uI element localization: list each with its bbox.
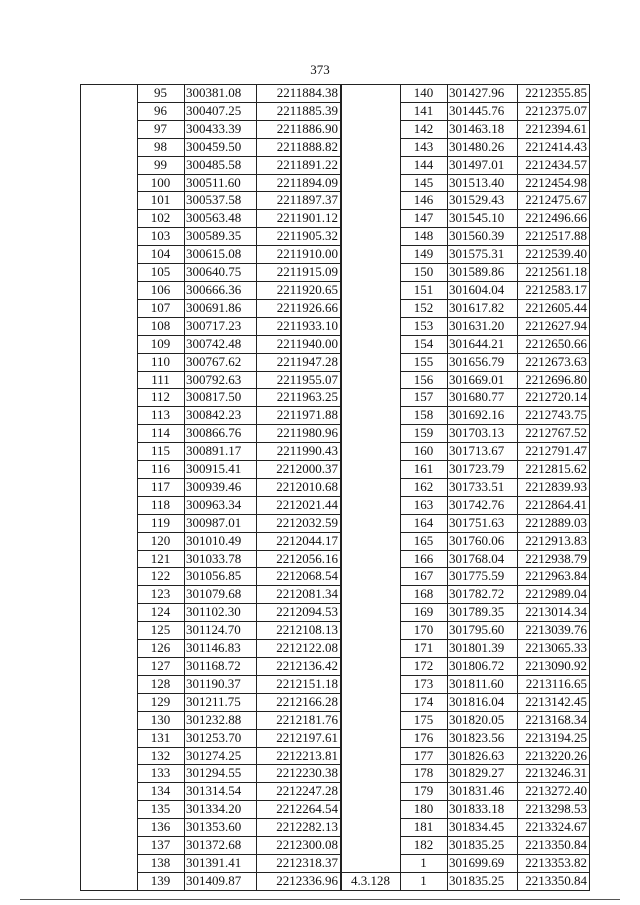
point-number: 99: [138, 156, 185, 174]
y-coordinate: 2212081.34: [257, 586, 341, 604]
y-coordinate: 2212864.41: [518, 496, 590, 514]
x-coordinate: 301353.60: [185, 819, 257, 837]
x-coordinate: 301820.05: [448, 711, 518, 729]
y-coordinate: 2211885.39: [257, 102, 341, 120]
x-coordinate: 301314.54: [185, 783, 257, 801]
point-number: 163: [401, 496, 448, 514]
y-coordinate: 2211905.32: [257, 228, 341, 246]
y-coordinate: 2212627.94: [518, 317, 590, 335]
y-coordinate: 2211940.00: [257, 335, 341, 353]
point-number: 117: [138, 478, 185, 496]
point-number: 169: [401, 604, 448, 622]
point-number: 115: [138, 443, 185, 461]
y-coordinate: 2212767.52: [518, 425, 590, 443]
y-coordinate: 2212815.62: [518, 461, 590, 479]
point-number: 97: [138, 120, 185, 138]
y-coordinate: 2212475.67: [518, 192, 590, 210]
point-number: 112: [138, 389, 185, 407]
point-number: 149: [401, 246, 448, 264]
x-coordinate: 301274.25: [185, 747, 257, 765]
y-coordinate: 2213353.82: [518, 854, 590, 872]
y-coordinate: 2212000.37: [257, 461, 341, 479]
x-coordinate: 301334.20: [185, 801, 257, 819]
y-coordinate: 2212938.79: [518, 550, 590, 568]
x-coordinate: 301079.68: [185, 586, 257, 604]
x-coordinate: 300563.48: [185, 210, 257, 228]
point-number: 129: [138, 693, 185, 711]
x-coordinate: 301751.63: [448, 514, 518, 532]
point-number: 137: [138, 837, 185, 855]
bottom-rule: [20, 899, 620, 900]
point-number: 108: [138, 317, 185, 335]
y-coordinate: 2213142.45: [518, 693, 590, 711]
point-number: 139: [138, 872, 185, 890]
x-coordinate: 301733.51: [448, 478, 518, 496]
point-number: 159: [401, 425, 448, 443]
point-number: 96: [138, 102, 185, 120]
point-number: 107: [138, 299, 185, 317]
point-number: 127: [138, 658, 185, 676]
point-number: 165: [401, 532, 448, 550]
point-number: 116: [138, 461, 185, 479]
y-coordinate: 2212539.40: [518, 246, 590, 264]
x-coordinate: 301427.96: [448, 85, 518, 103]
point-number: 121: [138, 550, 185, 568]
point-number: 109: [138, 335, 185, 353]
x-coordinate: 301811.60: [448, 675, 518, 693]
x-coordinate: 301833.18: [448, 801, 518, 819]
y-coordinate: 2212010.68: [257, 478, 341, 496]
y-coordinate: 2211920.65: [257, 281, 341, 299]
y-coordinate: 2212021.44: [257, 496, 341, 514]
point-number: 177: [401, 747, 448, 765]
section-label-cell: [342, 85, 401, 873]
y-coordinate: 2212181.76: [257, 711, 341, 729]
point-number: 171: [401, 640, 448, 658]
x-coordinate: 301513.40: [448, 174, 518, 192]
x-coordinate: 301816.04: [448, 693, 518, 711]
x-coordinate: 301409.87: [185, 872, 257, 890]
point-number: 154: [401, 335, 448, 353]
x-coordinate: 301826.63: [448, 747, 518, 765]
y-coordinate: 2212720.14: [518, 389, 590, 407]
y-coordinate: 2211947.28: [257, 353, 341, 371]
y-coordinate: 2213014.34: [518, 604, 590, 622]
y-coordinate: 2213168.34: [518, 711, 590, 729]
y-coordinate: 2212605.44: [518, 299, 590, 317]
x-coordinate: 301497.01: [448, 156, 518, 174]
x-coordinate: 300381.08: [185, 85, 257, 103]
point-number: 133: [138, 765, 185, 783]
y-coordinate: 2213194.25: [518, 729, 590, 747]
x-coordinate: 301190.37: [185, 675, 257, 693]
point-number: 123: [138, 586, 185, 604]
y-coordinate: 2211955.07: [257, 371, 341, 389]
y-coordinate: 2211901.12: [257, 210, 341, 228]
x-coordinate: 301168.72: [185, 658, 257, 676]
y-coordinate: 2212032.59: [257, 514, 341, 532]
y-coordinate: 2212650.66: [518, 335, 590, 353]
y-coordinate: 2212355.85: [518, 85, 590, 103]
point-number: 131: [138, 729, 185, 747]
point-number: 110: [138, 353, 185, 371]
y-coordinate: 2213350.84: [518, 872, 590, 890]
x-coordinate: 301760.06: [448, 532, 518, 550]
point-number: 170: [401, 622, 448, 640]
x-coordinate: 300891.17: [185, 443, 257, 461]
y-coordinate: 2212094.53: [257, 604, 341, 622]
y-coordinate: 2212044.17: [257, 532, 341, 550]
point-number: 167: [401, 568, 448, 586]
point-number: 136: [138, 819, 185, 837]
point-number: 125: [138, 622, 185, 640]
x-coordinate: 301294.55: [185, 765, 257, 783]
x-coordinate: 300666.36: [185, 281, 257, 299]
point-number: 143: [401, 138, 448, 156]
point-number: 180: [401, 801, 448, 819]
point-number: 141: [401, 102, 448, 120]
x-coordinate: 301713.67: [448, 443, 518, 461]
point-number: 140: [401, 85, 448, 103]
y-coordinate: 2212197.61: [257, 729, 341, 747]
x-coordinate: 301232.88: [185, 711, 257, 729]
x-coordinate: 300987.01: [185, 514, 257, 532]
point-number: 162: [401, 478, 448, 496]
y-coordinate: 2212791.47: [518, 443, 590, 461]
x-coordinate: 301656.79: [448, 353, 518, 371]
y-coordinate: 2212414.43: [518, 138, 590, 156]
x-coordinate: 301604.04: [448, 281, 518, 299]
y-coordinate: 2213298.53: [518, 801, 590, 819]
x-coordinate: 301680.77: [448, 389, 518, 407]
point-number: 160: [401, 443, 448, 461]
x-coordinate: 300842.23: [185, 407, 257, 425]
x-coordinate: 301617.82: [448, 299, 518, 317]
y-coordinate: 2211894.09: [257, 174, 341, 192]
x-coordinate: 301795.60: [448, 622, 518, 640]
point-number: 113: [138, 407, 185, 425]
point-number: 95: [138, 85, 185, 103]
point-number: 164: [401, 514, 448, 532]
point-number: 100: [138, 174, 185, 192]
x-coordinate: 300817.50: [185, 389, 257, 407]
point-number: 104: [138, 246, 185, 264]
x-coordinate: 301699.69: [448, 854, 518, 872]
point-number: 101: [138, 192, 185, 210]
x-coordinate: 300742.48: [185, 335, 257, 353]
y-coordinate: 2212213.81: [257, 747, 341, 765]
y-coordinate: 2212375.07: [518, 102, 590, 120]
y-coordinate: 2213039.76: [518, 622, 590, 640]
point-number: 144: [401, 156, 448, 174]
point-number: 106: [138, 281, 185, 299]
y-coordinate: 2212336.96: [257, 872, 341, 890]
x-coordinate: 300717.23: [185, 317, 257, 335]
x-coordinate: 300939.46: [185, 478, 257, 496]
y-coordinate: 2212300.08: [257, 837, 341, 855]
point-number: 178: [401, 765, 448, 783]
y-coordinate: 2212517.88: [518, 228, 590, 246]
x-coordinate: 300485.58: [185, 156, 257, 174]
point-number: 111: [138, 371, 185, 389]
y-coordinate: 2212434.57: [518, 156, 590, 174]
x-coordinate: 301372.68: [185, 837, 257, 855]
y-coordinate: 2212496.66: [518, 210, 590, 228]
point-number: 155: [401, 353, 448, 371]
y-coordinate: 2212839.93: [518, 478, 590, 496]
table-row: [342, 872, 590, 890]
x-coordinate: 300963.34: [185, 496, 257, 514]
point-number: 1: [401, 872, 448, 890]
section-label-cell: [81, 85, 138, 891]
y-coordinate: 2212318.37: [257, 854, 341, 872]
x-coordinate: 301835.25: [448, 837, 518, 855]
y-coordinate: 2212264.54: [257, 801, 341, 819]
x-coordinate: 301010.49: [185, 532, 257, 550]
x-coordinate: 300915.41: [185, 461, 257, 479]
point-number: 122: [138, 568, 185, 586]
y-coordinate: 2213090.92: [518, 658, 590, 676]
point-number: 147: [401, 210, 448, 228]
y-coordinate: 2212230.38: [257, 765, 341, 783]
y-coordinate: 2212068.54: [257, 568, 341, 586]
x-coordinate: 301560.39: [448, 228, 518, 246]
point-number: 124: [138, 604, 185, 622]
x-coordinate: 301480.26: [448, 138, 518, 156]
x-coordinate: 301056.85: [185, 568, 257, 586]
x-coordinate: 300691.86: [185, 299, 257, 317]
x-coordinate: 301789.35: [448, 604, 518, 622]
y-coordinate: 2213272.40: [518, 783, 590, 801]
y-coordinate: 2211891.22: [257, 156, 341, 174]
x-coordinate: 300433.39: [185, 120, 257, 138]
point-number: 114: [138, 425, 185, 443]
x-coordinate: 301575.31: [448, 246, 518, 264]
y-coordinate: 2212136.42: [257, 658, 341, 676]
x-coordinate: 301768.04: [448, 550, 518, 568]
y-coordinate: 2211980.96: [257, 425, 341, 443]
point-number: 103: [138, 228, 185, 246]
point-number: 119: [138, 514, 185, 532]
y-coordinate: 2211963.25: [257, 389, 341, 407]
x-coordinate: 300615.08: [185, 246, 257, 264]
point-number: 128: [138, 675, 185, 693]
x-coordinate: 301124.70: [185, 622, 257, 640]
x-coordinate: 301801.39: [448, 640, 518, 658]
y-coordinate: 2211971.88: [257, 407, 341, 425]
x-coordinate: 301782.72: [448, 586, 518, 604]
y-coordinate: 2212989.04: [518, 586, 590, 604]
y-coordinate: 2212282.13: [257, 819, 341, 837]
table-row: [81, 85, 341, 103]
x-coordinate: 301589.86: [448, 264, 518, 282]
point-number: 181: [401, 819, 448, 837]
y-coordinate: 2211897.37: [257, 192, 341, 210]
y-coordinate: 2213065.33: [518, 640, 590, 658]
x-coordinate: 301742.76: [448, 496, 518, 514]
point-number: 168: [401, 586, 448, 604]
y-coordinate: 2212561.18: [518, 264, 590, 282]
y-coordinate: 2212247.28: [257, 783, 341, 801]
point-number: 152: [401, 299, 448, 317]
point-number: 153: [401, 317, 448, 335]
coordinates-table-left: [80, 84, 341, 891]
x-coordinate: 301806.72: [448, 658, 518, 676]
point-number: 148: [401, 228, 448, 246]
x-coordinate: 301211.75: [185, 693, 257, 711]
y-coordinate: 2212673.63: [518, 353, 590, 371]
y-coordinate: 2211886.90: [257, 120, 341, 138]
x-coordinate: 300866.76: [185, 425, 257, 443]
x-coordinate: 301529.43: [448, 192, 518, 210]
y-coordinate: 2212151.18: [257, 675, 341, 693]
x-coordinate: 301644.21: [448, 335, 518, 353]
point-number: 175: [401, 711, 448, 729]
x-coordinate: 300459.50: [185, 138, 257, 156]
y-coordinate: 2212743.75: [518, 407, 590, 425]
x-coordinate: 301829.27: [448, 765, 518, 783]
section-label: 4.3.128: [342, 872, 401, 890]
y-coordinate: 2212108.13: [257, 622, 341, 640]
y-coordinate: 2212583.17: [518, 281, 590, 299]
y-coordinate: 2213324.67: [518, 819, 590, 837]
x-coordinate: 301102.30: [185, 604, 257, 622]
y-coordinate: 2212122.08: [257, 640, 341, 658]
point-number: 145: [401, 174, 448, 192]
x-coordinate: 301703.13: [448, 425, 518, 443]
y-coordinate: 2212913.83: [518, 532, 590, 550]
y-coordinate: 2213220.26: [518, 747, 590, 765]
x-coordinate: 301445.76: [448, 102, 518, 120]
point-number: 105: [138, 264, 185, 282]
point-number: 132: [138, 747, 185, 765]
x-coordinate: 301545.10: [448, 210, 518, 228]
point-number: 134: [138, 783, 185, 801]
point-number: 172: [401, 658, 448, 676]
x-coordinate: 301692.16: [448, 407, 518, 425]
table-row: [342, 85, 590, 103]
y-coordinate: 2212166.28: [257, 693, 341, 711]
y-coordinate: 2212454.98: [518, 174, 590, 192]
x-coordinate: 300792.63: [185, 371, 257, 389]
x-coordinate: 301631.20: [448, 317, 518, 335]
point-number: 130: [138, 711, 185, 729]
point-number: 142: [401, 120, 448, 138]
y-coordinate: 2213350.84: [518, 837, 590, 855]
point-number: 176: [401, 729, 448, 747]
x-coordinate: 301253.70: [185, 729, 257, 747]
x-coordinate: 301146.83: [185, 640, 257, 658]
point-number: 118: [138, 496, 185, 514]
point-number: 157: [401, 389, 448, 407]
x-coordinate: 300511.60: [185, 174, 257, 192]
point-number: 150: [401, 264, 448, 282]
y-coordinate: 2211933.10: [257, 317, 341, 335]
point-number: 102: [138, 210, 185, 228]
y-coordinate: 2212889.03: [518, 514, 590, 532]
point-number: 156: [401, 371, 448, 389]
y-coordinate: 2211915.09: [257, 264, 341, 282]
point-number: 126: [138, 640, 185, 658]
point-number: 151: [401, 281, 448, 299]
y-coordinate: 2213116.65: [518, 675, 590, 693]
point-number: 174: [401, 693, 448, 711]
x-coordinate: 301835.25: [448, 872, 518, 890]
y-coordinate: 2211990.43: [257, 443, 341, 461]
x-coordinate: 301669.01: [448, 371, 518, 389]
x-coordinate: 300537.58: [185, 192, 257, 210]
x-coordinate: 301463.18: [448, 120, 518, 138]
coordinates-table-right: [341, 84, 590, 891]
x-coordinate: 301834.45: [448, 819, 518, 837]
x-coordinate: 301775.59: [448, 568, 518, 586]
point-number: 173: [401, 675, 448, 693]
y-coordinate: 2211926.66: [257, 299, 341, 317]
point-number: 120: [138, 532, 185, 550]
y-coordinate: 2212963.84: [518, 568, 590, 586]
x-coordinate: 300640.75: [185, 264, 257, 282]
x-coordinate: 301831.46: [448, 783, 518, 801]
y-coordinate: 2212056.16: [257, 550, 341, 568]
point-number: 146: [401, 192, 448, 210]
y-coordinate: 2211884.38: [257, 85, 341, 103]
point-number: 98: [138, 138, 185, 156]
x-coordinate: 301723.79: [448, 461, 518, 479]
point-number: 179: [401, 783, 448, 801]
y-coordinate: 2211888.82: [257, 138, 341, 156]
y-coordinate: 2211910.00: [257, 246, 341, 264]
x-coordinate: 300767.62: [185, 353, 257, 371]
page-number: 373: [310, 62, 330, 77]
x-coordinate: 301033.78: [185, 550, 257, 568]
point-number: 158: [401, 407, 448, 425]
x-coordinate: 300407.25: [185, 102, 257, 120]
x-coordinate: 301823.56: [448, 729, 518, 747]
point-number: 135: [138, 801, 185, 819]
point-number: 166: [401, 550, 448, 568]
point-number: 182: [401, 837, 448, 855]
point-number: 138: [138, 854, 185, 872]
point-number: 1: [401, 854, 448, 872]
y-coordinate: 2212696.80: [518, 371, 590, 389]
x-coordinate: 301391.41: [185, 854, 257, 872]
x-coordinate: 300589.35: [185, 228, 257, 246]
y-coordinate: 2213246.31: [518, 765, 590, 783]
point-number: 161: [401, 461, 448, 479]
y-coordinate: 2212394.61: [518, 120, 590, 138]
